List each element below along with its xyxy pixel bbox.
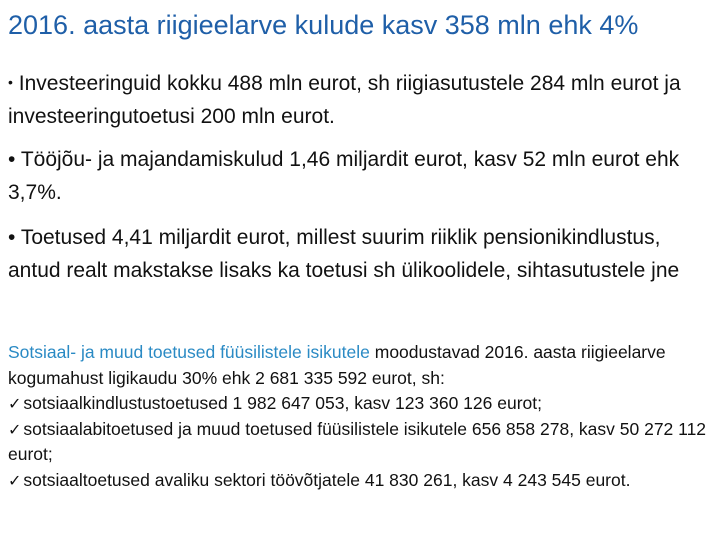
highlight-text: Sotsiaal- ja muud toetused füüsilistele isikutele (8, 342, 370, 362)
bullet-text: Tööjõu- ja majandamiskulud 1,46 miljardit eurot, kasv 52 mln eurot ehk 3,7%. (8, 148, 680, 204)
page-title: 2016. aasta riigieelarve kulude kasv 358 mln ehk 4% (8, 10, 639, 40)
list-item: sotsiaalabitoetused ja muud toetused füüsilistele isikutele 656 858 278, kasv 50 272 112 eurot; (8, 418, 707, 464)
checkmark-icon: ✓ (8, 419, 22, 439)
list-item: sotsiaalkindlustustoetused 1 982 647 053, kasv 123 360 126 eurot; (23, 393, 542, 413)
bullet-text: Toetused 4,41 miljardit eurot, millest suurim riiklik pensionikindlustus, antud realt makstakse lisaks ka toetusi sh ülikoolidele, sihtasutustele jne (8, 226, 680, 282)
bullet-dot-icon: • (8, 226, 16, 249)
social-benefits-paragraph (8, 340, 713, 493)
bullet-dot-icon: • (8, 74, 13, 90)
bullet-labor-costs (8, 143, 708, 209)
list-item: sotsiaaltoetused avaliku sektori töövõtjatele 41 830 261, kasv 4 243 545 eurot. (23, 469, 631, 490)
checkmark-icon: ✓ (8, 394, 22, 413)
bullet-subsidies (8, 221, 708, 287)
bullet-investments (8, 66, 708, 133)
intro-text: moodustavad 2016. aasta riigieelarve kogumahust ligikaudu 30% ehk 2 681 335 592 eurot, sh: (8, 342, 666, 388)
bullet-list (8, 66, 708, 287)
checkmark-icon: ✓ (8, 470, 22, 490)
bullet-dot-icon: • (8, 148, 16, 171)
bullet-text: Investeeringuid kokku 488 mln eurot, sh riigiasutustele 284 mln eurot ja investeeringutoetusi 200 mln eurot. (8, 72, 681, 128)
